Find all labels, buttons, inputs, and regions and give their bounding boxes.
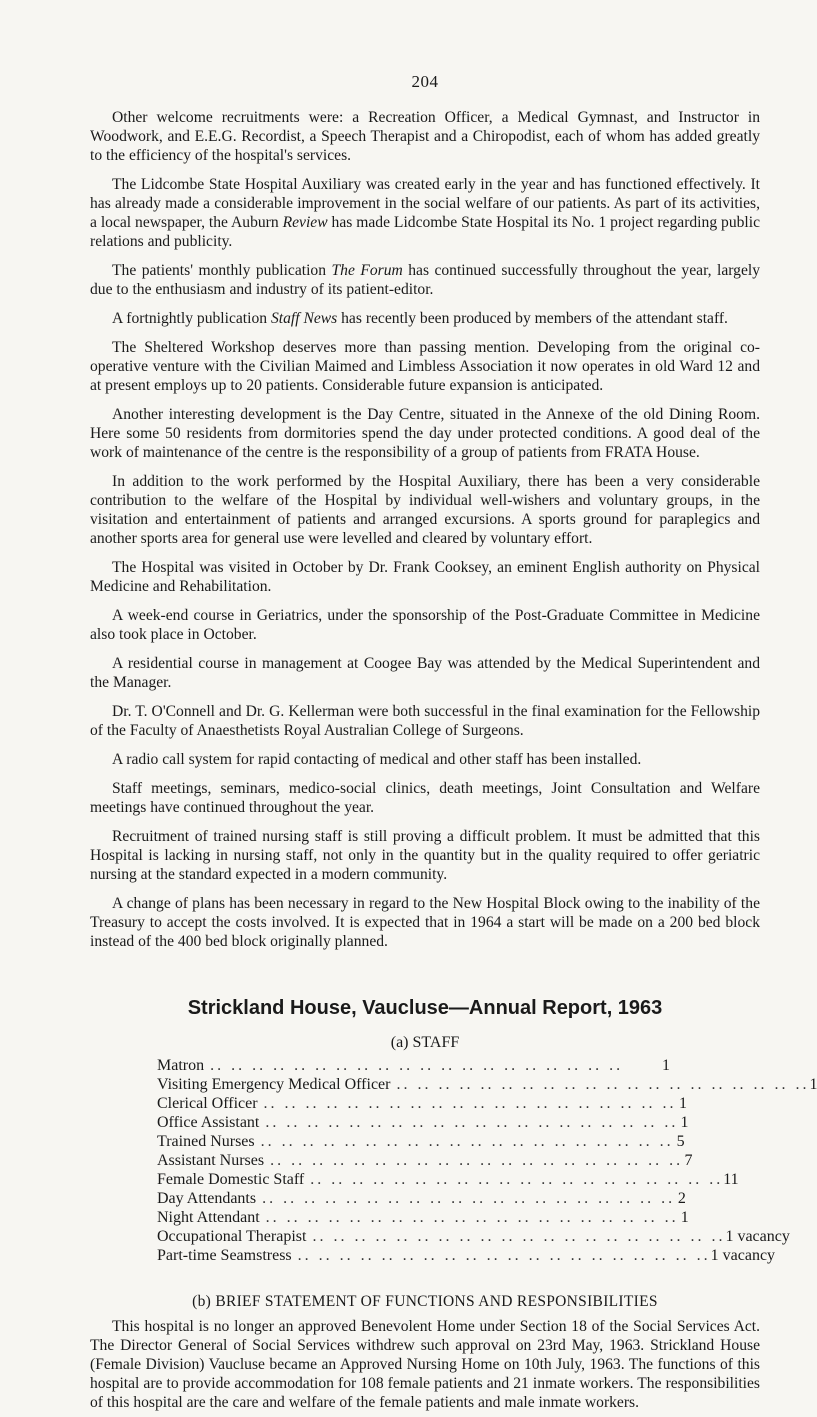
leader-dots: .. .. .. .. .. .. .. .. .. .. .. .. .. .. .. .. .. .. .. .. (210, 1057, 624, 1074)
paragraph: The Sheltered Workshop deserves more than passing mention. Developing from the original co-operative venture with the Civilian Maimed and Limbless Association it now operates in old Ward 12 and at present employs up to 20 patients. Considerable future expansion is anticipated. (90, 339, 760, 394)
leader-dots: .. .. .. .. .. .. .. .. .. .. .. .. .. .. .. .. .. .. .. .. (297, 1247, 711, 1264)
staff-count: 1 (662, 1057, 670, 1074)
report-title: Strickland House, Vaucluse—Annual Report, 1963 (187, 997, 663, 1019)
staff-note: vacancy (737, 1228, 790, 1245)
staff-row (157, 1151, 742, 1170)
paragraph: In addition to the work performed by the Hospital Auxiliary, there has been a very considerable contribution to the welfare of the Hospital by individual well-wishers and voluntary groups, in the visitation and entertainment of patients and arranged excursions. A sports ground for paraplegics and another sports area for general use were levelled and cleared by voluntary effort. (90, 473, 760, 547)
leader-dots: .. .. .. .. .. .. .. .. .. .. .. .. .. .. .. .. .. .. .. .. (270, 1152, 684, 1169)
paragraph: A residential course in management at Coogee Bay was attended by the Medical Superintendent and the Manager. (90, 655, 760, 691)
paragraph: The Hospital was visited in October by Dr. Frank Cooksey, an eminent English authority on Physical Medicine and Rehabilitation. (90, 559, 760, 595)
staff-role: Assistant Nurses (157, 1152, 265, 1169)
leader-dots: .. .. .. .. .. .. .. .. .. .. .. .. .. .. .. .. .. .. .. .. (265, 1114, 679, 1131)
staff-row (157, 1170, 742, 1189)
staff-count: 11 (723, 1171, 739, 1188)
staff-row (157, 1246, 776, 1265)
staff-row (157, 1056, 742, 1075)
staff-note: vacancy (722, 1247, 776, 1264)
paragraph: Staff meetings, seminars, medico-social clinics, death meetings, Joint Consultation and Welfare meetings have continued throughout the year. (90, 780, 760, 816)
staff-row (157, 1227, 790, 1246)
body-paragraphs (90, 108, 760, 951)
staff-count: 2 (677, 1190, 686, 1207)
staff-row (157, 1132, 742, 1151)
functions-paragraph: This hospital is no longer an approved Benevolent Home under Section 18 of the Social Services Act. The Director General of Social Services withdrew such approval on 23rd May, 1963. Strickland House (Female Division) Vaucluse became an Approved Nursing Home on 10th July, 1963. The functions of this hospital are to provide accommodation for 108 female patients and 21 inmate workers. The responsibilities of this hospital are the care and welfare of the female patients and male inmate workers. (90, 1318, 760, 1411)
staff-row (157, 1113, 742, 1132)
staff-count: 5 (676, 1133, 685, 1150)
staff-list (157, 1056, 817, 1265)
staff-count: 1 (680, 1114, 689, 1131)
leader-dots: .. .. .. .. .. .. .. .. .. .. .. .. .. .. .. .. .. .. .. .. (260, 1133, 674, 1150)
leader-dots: .. .. .. .. .. .. .. .. .. .. .. .. .. .. .. .. .. .. .. .. (265, 1209, 679, 1226)
functions-heading: (b) BRIEF STATEMENT OF FUNCTIONS AND RESPONSIBILITIES (192, 1293, 658, 1310)
staff-count: 1 (710, 1247, 719, 1264)
paragraph: Dr. T. O'Connell and Dr. G. Kellerman were both successful in the final examination for the Fellowship of the Faculty of Anaesthetists Royal Australian College of Surgeons. (90, 703, 760, 739)
staff-count: 1 (679, 1095, 688, 1112)
staff-role: Occupational Therapist (157, 1228, 307, 1245)
paragraph: The patients' monthly publication The Forum has continued successfully throughout the year, largely due to the enthusiasm and industry of its patient-editor. (90, 262, 760, 298)
staff-count: 7 (684, 1152, 693, 1169)
staff-role: Female Domestic Staff (157, 1171, 305, 1188)
page-number: 204 (411, 72, 439, 91)
leader-dots: .. .. .. .. .. .. .. .. .. .. .. .. .. .. .. .. .. .. .. .. (262, 1190, 676, 1207)
staff-row (157, 1208, 742, 1227)
staff-row (157, 1094, 742, 1113)
paragraph: The Lidcombe State Hospital Auxiliary was created early in the year and has functioned effectively. It has already made a considerable improvement in the social welfare of our patients. As part of its activities, a local newspaper, the Auburn Review has made Lidcombe State Hospital its No. 1 project regarding public relations and publicity. (90, 176, 761, 250)
document-page (90, 72, 817, 1412)
staff-heading: (a) STAFF (390, 1034, 460, 1051)
staff-role: Visiting Emergency Medical Officer (157, 1076, 391, 1093)
paragraph: A week-end course in Geriatrics, under the sponsorship of the Post-Graduate Committee in Medicine also took place in October. (90, 607, 760, 643)
paragraph: Other welcome recruitments were: a Recreation Officer, a Medical Gymnast, and Instructor in Woodwork, and E.E.G. Recordist, a Speech Therapist and a Chiropodist, each of whom has added greatly to the efficiency of the hospital's services. (90, 109, 760, 164)
staff-row (157, 1189, 742, 1208)
paragraph: Another interesting development is the Day Centre, situated in the Annexe of the old Dining Room. Here some 50 residents from dormitories spend the day under protected conditions. A good deal of the work of maintenance of the centre is the responsibility of a group of patients from FRATA House. (90, 406, 760, 461)
staff-role: Matron (157, 1057, 205, 1074)
staff-role: Office Assistant (157, 1114, 260, 1131)
paragraph: Recruitment of trained nursing staff is still proving a difficult problem. It must be admitted that this Hospital is lacking in nursing staff, not only in the quantity but in the quality required to offer geriatric nursing at the standard expected in a modern community. (90, 828, 760, 883)
staff-count: 1 (725, 1228, 734, 1245)
leader-dots: .. .. .. .. .. .. .. .. .. .. .. .. .. .. .. .. .. .. .. .. (263, 1095, 677, 1112)
leader-dots: .. .. .. .. .. .. .. .. .. .. .. .. .. .. .. .. .. .. .. .. (310, 1171, 724, 1188)
paragraph: A radio call system for rapid contacting of medical and other staff has been installed. (112, 751, 642, 768)
paragraph: A fortnightly publication Staff News has recently been produced by members of the attendant staff. (112, 310, 728, 327)
staff-role: Trained Nurses (157, 1133, 255, 1150)
leader-dots: .. .. .. .. .. .. .. .. .. .. .. .. .. .. .. .. .. .. .. .. (312, 1228, 726, 1245)
paragraph: A change of plans has been necessary in regard to the New Hospital Block owing to the inability of the Treasury to accept the costs involved. It is expected that in 1964 a start will be made on a 200 bed block instead of the 400 bed block originally planned. (90, 895, 760, 950)
staff-role: Night Attendant (157, 1209, 260, 1226)
staff-role: Part-time Seamstress (157, 1247, 292, 1264)
staff-role: Day Attendants (157, 1190, 257, 1207)
staff-row (157, 1075, 817, 1094)
staff-role: Clerical Officer (157, 1095, 258, 1112)
staff-count: 1 (809, 1076, 817, 1093)
staff-count: 1 (680, 1209, 689, 1226)
leader-dots: .. .. .. .. .. .. .. .. .. .. .. .. .. .. .. .. .. .. .. .. (396, 1076, 810, 1093)
